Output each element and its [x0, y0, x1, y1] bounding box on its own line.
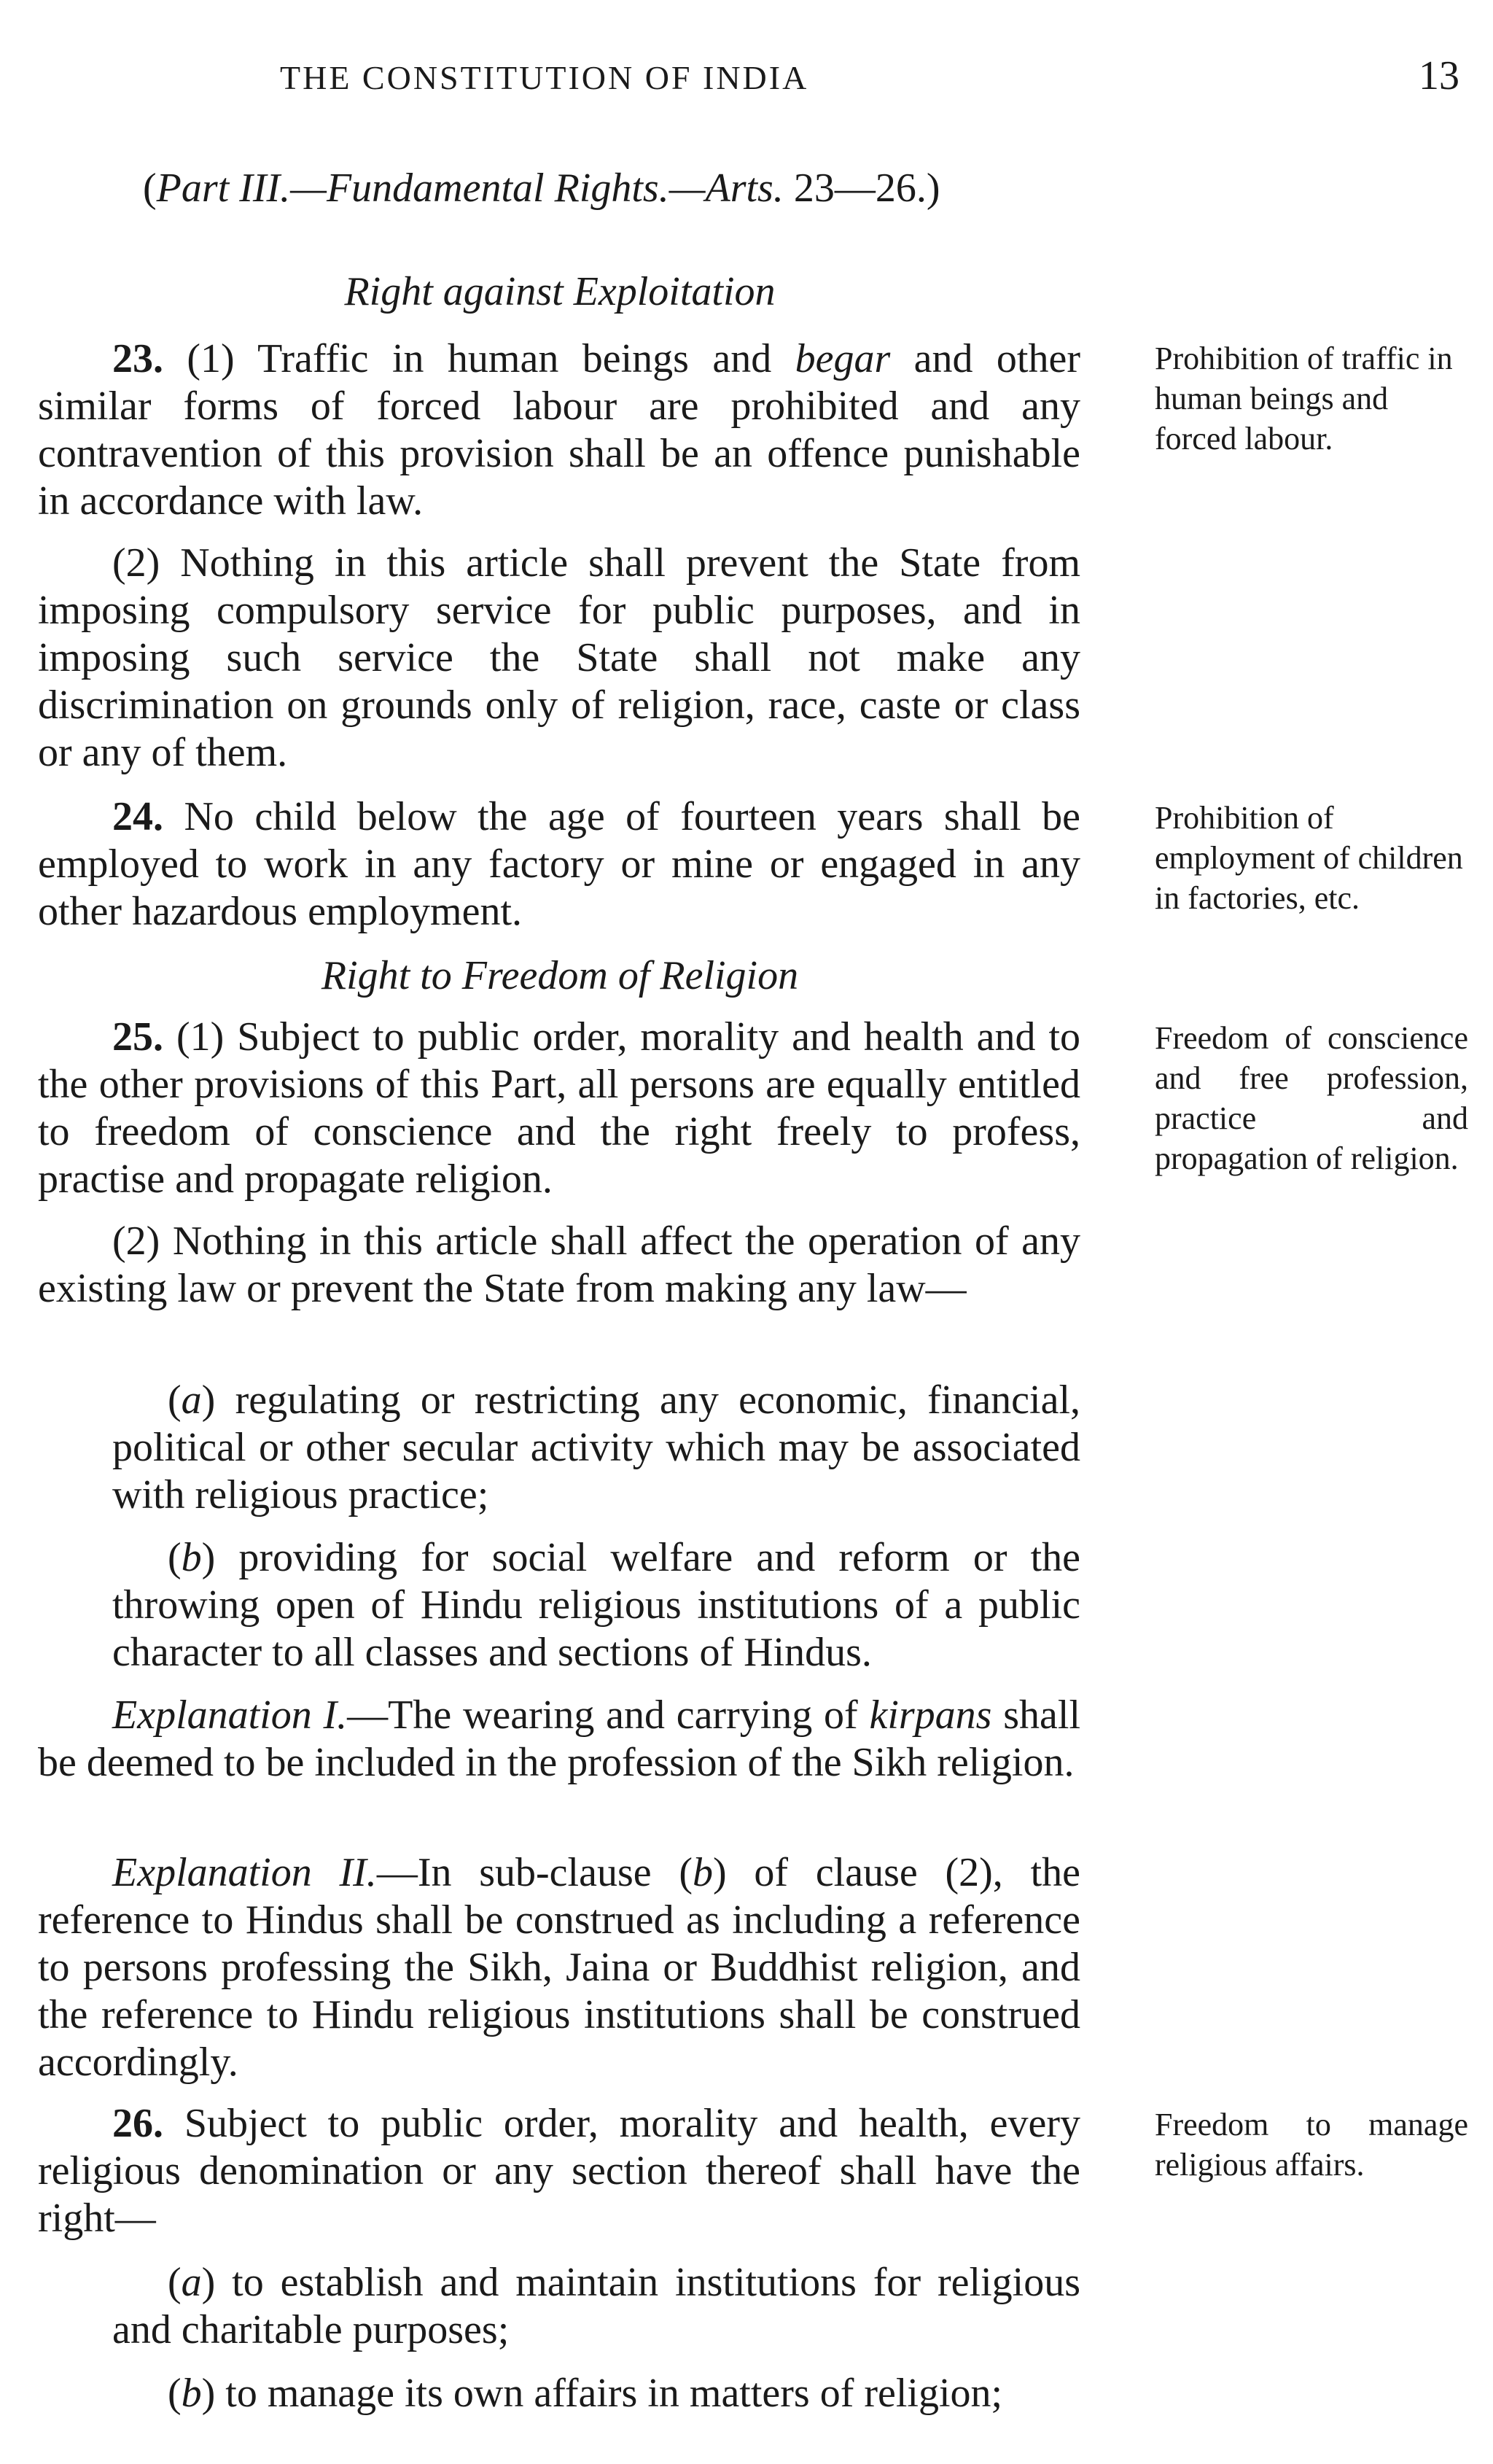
- article-number-23: 23.: [112, 336, 163, 381]
- article-26-text: 26. Subject to public order, morality and health, every religious denomination or any section thereof shall have the right—: [38, 2101, 1080, 2241]
- article-24-text: 24. No child below the age of fourteen years shall be employed to work in any factory or mine or engaged in any other hazardous employment.: [38, 794, 1080, 934]
- part-reference-italic: Part III.—Fundamental Rights.—Arts.: [156, 166, 784, 211]
- part-reference-line: (Part III.—Fundamental Rights.—Arts. 23—26.): [143, 166, 940, 211]
- part-reference-articles: 23—26.): [783, 166, 940, 211]
- article-number-25: 25.: [112, 1014, 163, 1060]
- section-heading-religion: Right to Freedom of Religion: [321, 953, 799, 998]
- article-25-explanation-2: Explanation II.—In sub-clause (b) of clause (2), the reference to Hindus shall be construed as including a reference to persons professing the Sikh, Jaina or Buddhist religion, and the reference to Hindu religious institutions shall be construed accordingly.: [38, 1850, 1080, 2085]
- marginal-note-article-24: Prohibition of employment of children in factories, etc.: [1155, 800, 1463, 916]
- article-25-explanation-1: Explanation I.—The wearing and carrying of kirpans shall be deemed to be included in the profession of the Sikh religion.: [38, 1692, 1080, 1785]
- page-number: 13: [1419, 53, 1459, 98]
- article-25-clause-2: (2) Nothing in this article shall affect the operation of any existing law or prevent the State from making any law—: [38, 1219, 1080, 1311]
- article-26-subclause-b: (b) to manage its own affairs in matters of religion;: [168, 2371, 1003, 2416]
- article-25-subclause-a: (a) regulating or restricting any economic, financial, political or other secular activity which may be associated with religious practice;: [112, 1377, 1080, 1517]
- article-25-clause-1: 25. (1) Subject to public order, morality and health and to the other provisions of this Part, all persons are equally entitled to freedom of conscience and the right freely to profess, practise and propagate religion.: [38, 1014, 1080, 1202]
- article-number-26: 26.: [112, 2101, 163, 2146]
- article-25-subclause-b: (b) providing for social welfare and reform or the throwing open of Hindu religious institutions of a public character to all classes and sections of Hindus.: [112, 1535, 1080, 1675]
- running-header-title: THE CONSTITUTION OF INDIA: [280, 59, 809, 96]
- article-23-clause-1: 23. (1) Traffic in human beings and begar and other similar forms of forced labour are prohibited and any contravention of this provision shall be an offence punishable in accordance with law.: [38, 336, 1080, 524]
- article-23-clause-2: (2) Nothing in this article shall prevent the State from imposing compulsory service for public purposes, and in imposing such service the State shall not make any discrimination on grounds only of religion, race, caste or class or any of them.: [38, 540, 1080, 775]
- marginal-note-article-25: Freedom of conscience and free profession, practice and propagation of religion.: [1155, 1020, 1468, 1176]
- marginal-note-article-26: Freedom to manage religious affairs.: [1155, 2107, 1468, 2183]
- article-number-24: 24.: [112, 794, 163, 839]
- section-heading-exploitation: Right against Exploitation: [344, 269, 776, 314]
- marginal-note-article-23: Prohibition of traffic in human beings and forced labour.: [1155, 341, 1453, 456]
- article-26-subclause-a: (a) to establish and maintain institutions for religious and charitable purposes;: [112, 2260, 1080, 2352]
